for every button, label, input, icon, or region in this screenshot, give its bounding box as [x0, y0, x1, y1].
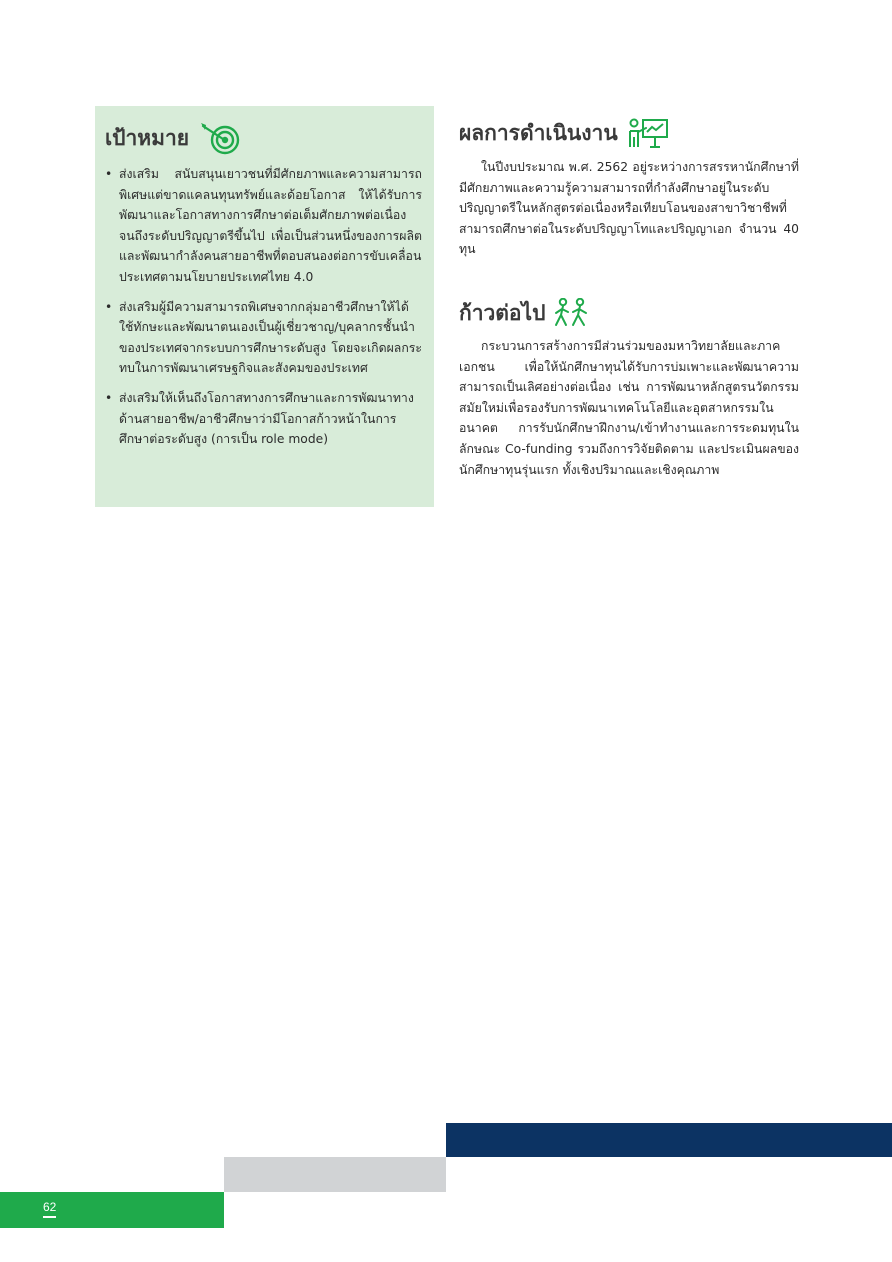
results-section: [459, 117, 799, 260]
goals-box: [95, 106, 434, 507]
target-icon: [197, 120, 243, 156]
bullet-icon: •: [105, 390, 113, 405]
bullet-icon: •: [105, 167, 113, 181]
bullet-icon: •: [105, 299, 113, 314]
results-text: ในปีงบประมาณ พ.ศ. 2562 อยู่ระหว่างการสรรหานักศึกษาที่มีศักยภาพและความรู้ความสามารถที่กำลังศึกษาอยู่ในระดับปริญญาตรีในหลักสูตรต่อเนื่องหรือเทียบโอนของสาขาวิชาชีพที่สามารถศึกษาต่อในระดับปริญญาโทและปริญญาเอก จำนวน 40 ทุน: [459, 160, 799, 257]
presentation-icon: [626, 117, 670, 149]
footer-green-bar: [0, 1192, 224, 1228]
goals-heading: [105, 120, 422, 156]
footer-navy-bar: [446, 1123, 892, 1157]
footer-gray-bar: [224, 1157, 446, 1192]
goals-item: • ส่งเสริมผู้มีความสามารถพิเศษจากกลุ่มอาชีวศึกษาให้ได้ใช้ทักษะและพัฒนาตนเองเป็นผู้เชี่ยวชาญ/บุคลากรชั้นนำของประเทศจากระบบการศึกษาระดับสูง โดยจะเกิดผลกระทบในการพัฒนาเศรษฐกิจและสังคมของประเทศ: [105, 297, 422, 379]
next-steps-title: ก้าวต่อไป: [459, 301, 546, 325]
next-steps-section: [459, 298, 799, 480]
goals-list: [105, 164, 422, 450]
goals-item: • ส่งเสริม สนับสนุนเยาวชนที่มีศักยภาพและความสามารถพิเศษแต่ขาดแคลนทุนทรัพย์และด้อยโอกาส ให้ได้รับการพัฒนาและโอกาสทางการศึกษาต่อเต็มศักยภาพต่อเนื่องจนถึงระดับปริญญาตรีขึ้นไป เพื่อเป็นส่วนหนึ่งของการผลิตและพัฒนากำลังคนสายอาชีพที่ตอบสนองต่อการขับเคลื่อนประเทศตามนโยบายประเทศไทย 4.0: [105, 164, 422, 288]
results-heading: [459, 117, 799, 149]
goals-item: • ส่งเสริมให้เห็นถึงโอกาสทางการศึกษาและการพัฒนาทางด้านสายอาชีพ/อาชีวศึกษาว่ามีโอกาสก้าวหน้าในการศึกษาต่อระดับสูง (การเป็น role mode): [105, 388, 422, 450]
next-steps-heading: [459, 298, 799, 328]
results-title: ผลการดำเนินงาน: [459, 121, 618, 145]
walking-people-icon: [553, 298, 593, 328]
page-number: 62: [43, 1200, 56, 1218]
next-steps-text: กระบวนการสร้างการมีส่วนร่วมของมหาวิทยาลัยและภาคเอกชน เพื่อให้นักศึกษาทุนได้รับการบ่มเพาะและพัฒนาความสามารถเป็นเลิศอย่างต่อเนื่อง เช่น การพัฒนาหลักสูตรนวัตกรรมสมัยใหม่เพื่อรองรับการพัฒนาเทคโนโลยีและอุตสาหกรรมในอนาคต การรับนักศึกษาฝึกงาน/เข้าทำงานและการระดมทุนในลักษณะ Co-funding รวมถึงการวิจัยติดตาม และประเมินผลของนักศึกษาทุนรุ่นแรก ทั้งเชิงปริมาณและเชิงคุณภาพ: [459, 339, 799, 477]
goals-title: เป้าหมาย: [105, 126, 190, 150]
